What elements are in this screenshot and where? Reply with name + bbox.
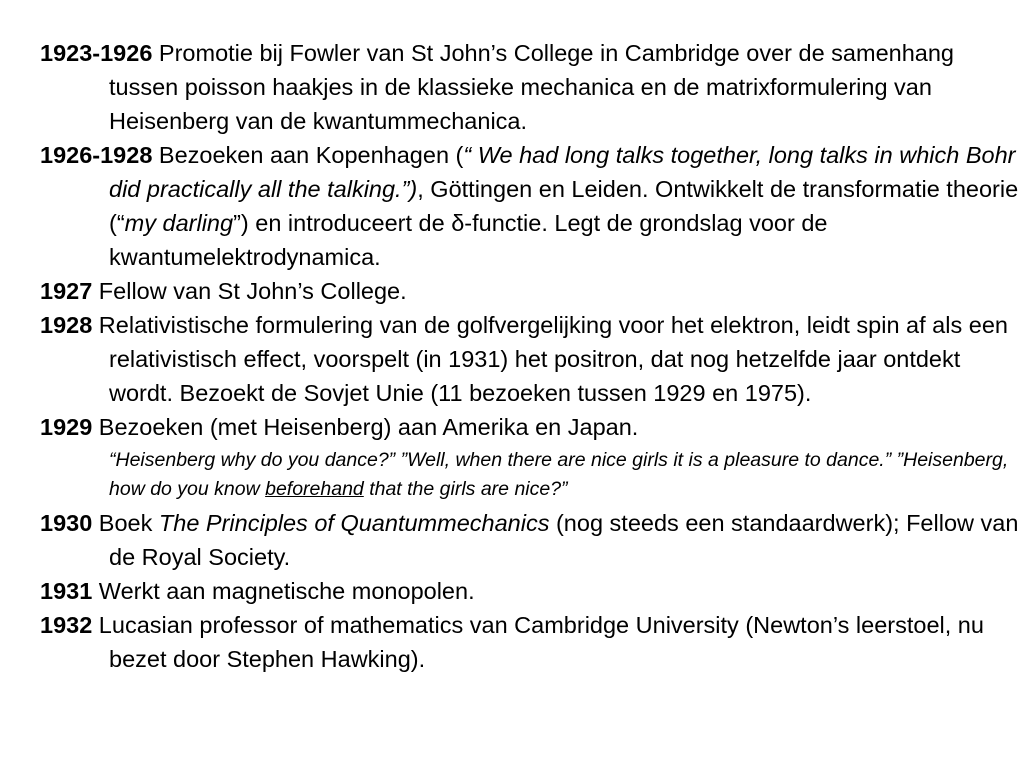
entry-year: 1929 [40,414,93,440]
entry-text: Fellow van St John’s College. [92,278,407,304]
my-darling-quote: my darling [124,210,234,236]
entry-text: ”) en introduceert de δ-functie. Legt de grondslag voor de kwantumelektrodynamica. [109,210,828,270]
entry-year: 1928 [40,312,93,338]
entry-year: 1927 [40,278,93,304]
timeline-entry-1930 [40,506,1020,574]
timeline-entry-1926 [40,138,1020,274]
entry-year: 1923-1926 [40,40,153,66]
entry-text: , Göttingen en Leiden. Ontwikkelt de transformatie theorie (“ [109,176,1019,236]
quote-text: that the girls are nice?” [363,478,568,500]
heisenberg-quote [109,444,1020,506]
entry-text: Lucasian professor of mathematics van Cambridge University (Newton’s leerstoel, nu bezet door Stephen Hawking). [92,612,984,672]
entry-text: Boek [92,510,159,536]
entry-text: Relativistische formulering van de golfvergelijking voor het elektron, leidt spin af als een relativistisch effect, voorspelt (in 1931) het positron, dat nog hetzelfde jaar ontdekt wordt. Bezoekt de Sovjet Unie (11 bezoeken tussen 1929 en 1975). [92,312,1008,406]
timeline-entry-1923 [40,36,1020,138]
entry-year: 1926-1928 [40,142,153,168]
entry-text: Bezoeken (met Heisenberg) aan Amerika en Japan. [92,414,639,440]
bohr-quote: “ We had long talks together, long talks in which Bohr did practically all the talking.”) [109,142,1016,202]
entry-text: (nog steeds een standaardwerk); Fellow van de Royal Society. [109,510,1019,570]
quote-text: “Heisenberg why do you dance?” ”Well, when there are nice girls it is a pleasure to dance.” ”Heisenberg, how do you know [109,449,1009,500]
book-title: The Principles of Quantummechanics [158,510,550,536]
timeline-entry-1927 [40,274,1020,308]
timeline-entry-1928 [40,308,1020,410]
entry-year: 1932 [40,612,93,638]
entry-text: Promotie bij Fowler van St John’s College in Cambridge over de samenhang tussen poisson haakjes in de klassieke mechanica en de matrixformulering van Heisenberg van de kwantummechanica. [109,40,954,134]
entry-text: Werkt aan magnetische monopolen. [92,578,475,604]
timeline-entry-1932 [40,608,1020,676]
timeline-entry-1929 [40,410,1020,444]
entry-text: Bezoeken aan Kopenhagen ( [152,142,464,168]
entry-year: 1930 [40,510,93,536]
entry-year: 1931 [40,578,93,604]
timeline [40,36,1020,676]
quote-underlined-word: beforehand [265,478,364,500]
timeline-entry-1931 [40,574,1020,608]
